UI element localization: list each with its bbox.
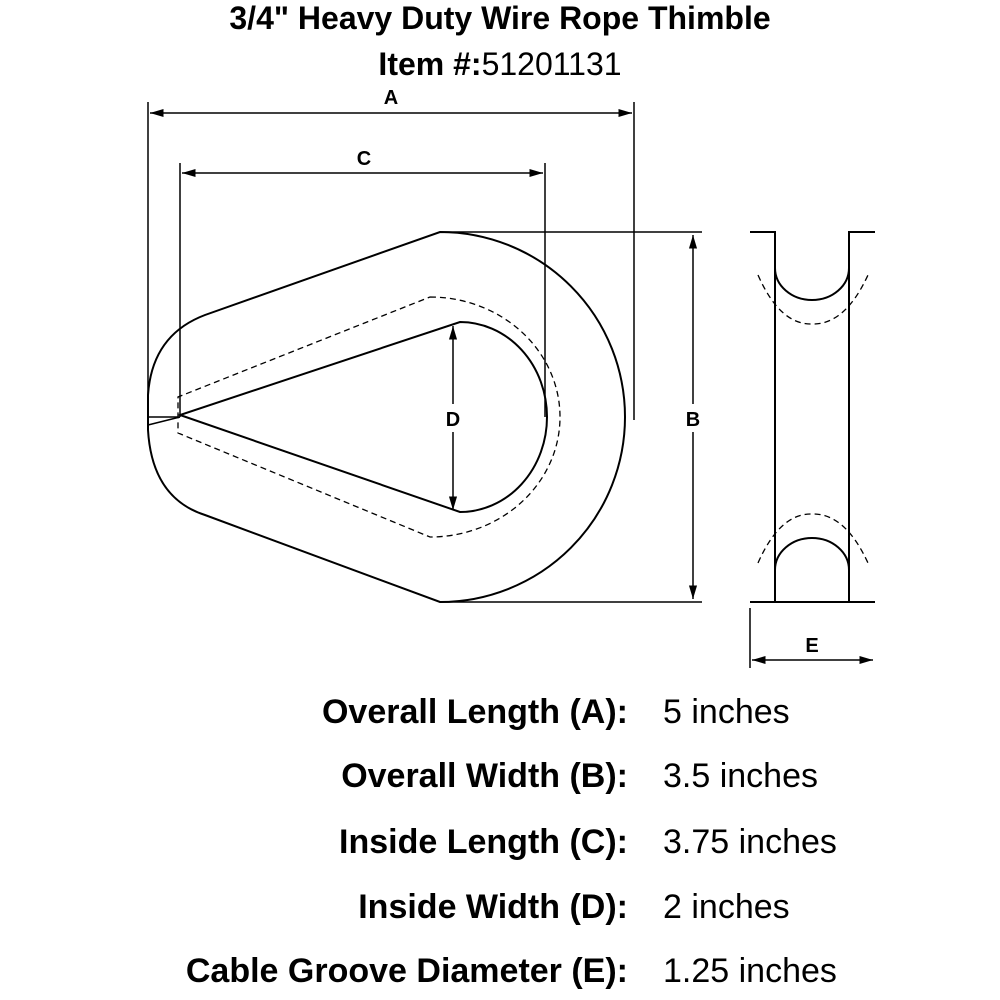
dimension-a [148,102,634,420]
page-title: 3/4" Heavy Duty Wire Rope Thimble [229,0,771,36]
dimension-label-a: A [383,87,399,109]
item-number-prefix: Item #: [378,46,482,82]
spec-row-cable-groove-diameter [0,952,1000,998]
spec-label: Inside Length (C): [339,823,628,861]
groove-hidden-line [178,297,560,537]
spec-row-overall-width [0,757,1000,803]
spec-label: Overall Width (B): [341,757,628,795]
thimble-outer-outline [148,232,625,602]
spec-label: Inside Width (D): [358,888,628,926]
dimension-c [180,163,545,417]
spec-value: 1.25 inches [663,952,837,990]
thimble-inner-outline [180,322,547,512]
dimension-label-c: C [356,148,372,170]
nose-line-bottom [148,417,180,425]
thimble-side-view [750,232,875,602]
spec-value: 3.75 inches [663,823,837,861]
spec-value: 5 inches [663,693,790,731]
spec-label: Overall Length (A): [321,693,628,731]
item-number: 51201131 [481,46,622,82]
spec-value: 3.5 inches [663,757,818,795]
thimble-front-view [148,232,625,602]
spec-value: 2 inches [663,888,790,926]
dimension-label-d: D [445,409,461,431]
side-view-outline [750,232,875,602]
dimension-label-e: E [805,635,819,657]
spec-row-overall-length [0,693,1000,739]
spec-row-inside-length [0,823,1000,869]
spec-label: Cable Groove Diameter (E): [185,952,628,990]
spec-row-inside-width [0,888,1000,934]
dimension-label-b: B [685,409,701,431]
